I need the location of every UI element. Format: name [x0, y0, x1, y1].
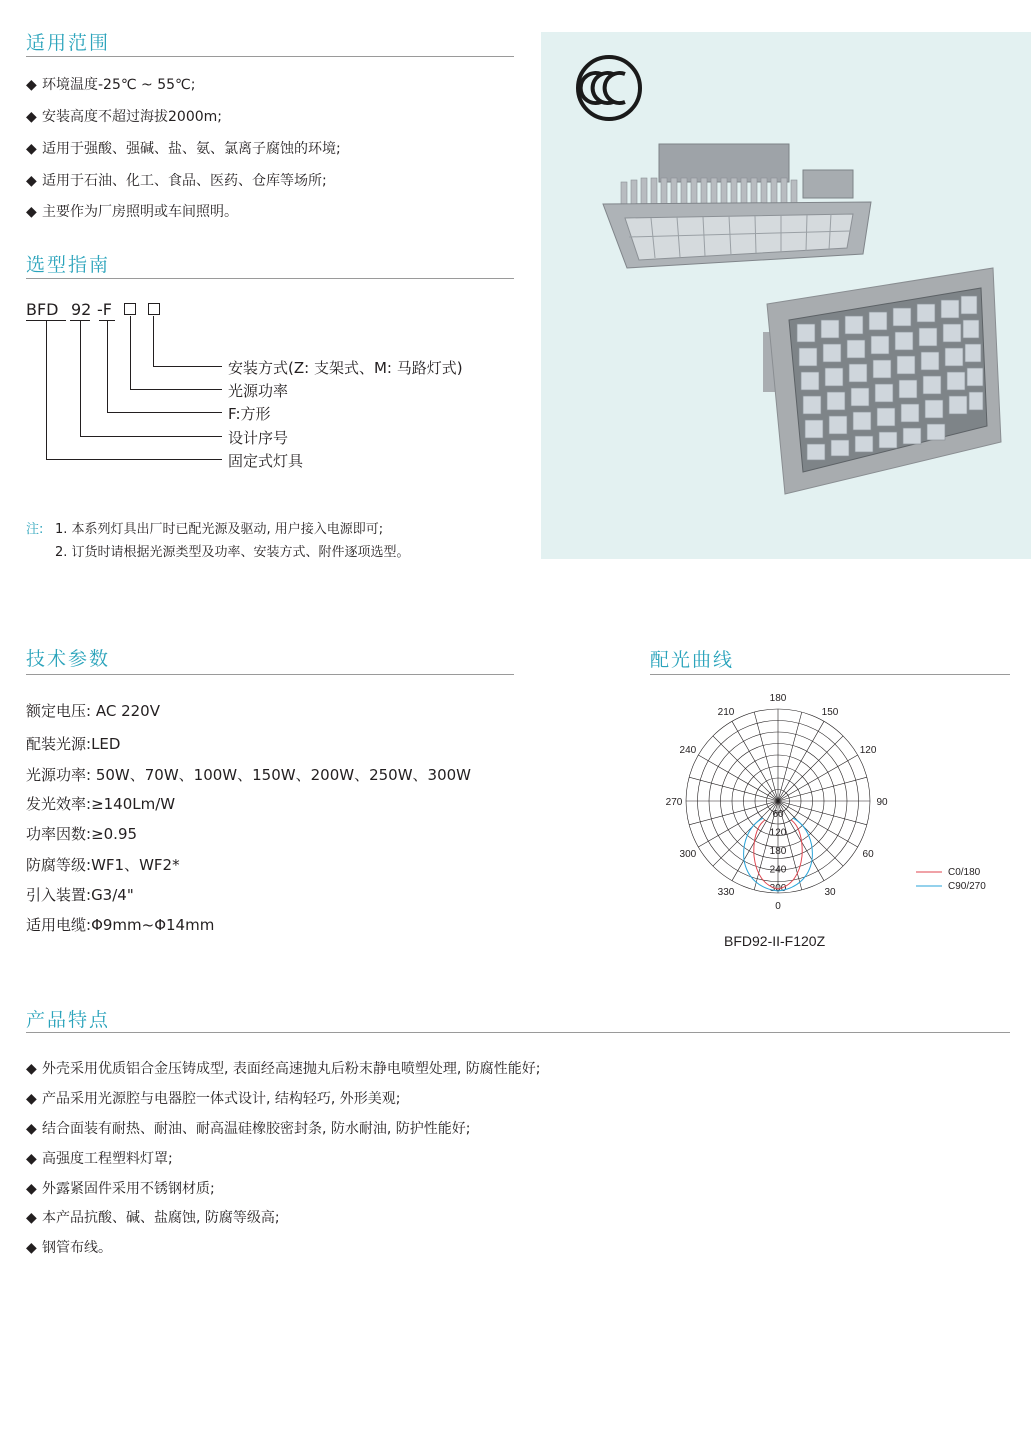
leader-f-h: [107, 412, 222, 413]
legend-c90: C90/270: [948, 881, 986, 892]
features-rule: [26, 1032, 1010, 1033]
polar-angle-label: 210: [717, 706, 735, 718]
leader-serial: [80, 320, 81, 436]
spec-row: 光源功率: 50W、70W、100W、150W、200W、250W、300W: [26, 766, 471, 784]
spec-row: 发光效率:≥140Lm/W: [26, 795, 176, 813]
diamond-bullet-icon: ◆: [26, 1210, 37, 1226]
polar-angle-label: 330: [717, 887, 735, 899]
diamond-bullet-icon: ◆: [26, 141, 37, 157]
list-item: ◆ 结合面装有耐热、耐油、耐高温硅橡胶密封条, 防水耐油, 防护性能好;: [26, 1121, 471, 1137]
scope-title: 适用范围: [26, 32, 111, 54]
spec-row: 引入装置:G3/4": [26, 886, 134, 904]
features-title: 产品特点: [26, 1009, 111, 1031]
list-item: ◆ 环境温度-25℃ ~ 55℃;: [26, 77, 196, 93]
polar-diagram: [660, 690, 1020, 920]
leader-serial-h: [80, 436, 222, 437]
label-power: 光源功率: [228, 382, 289, 400]
polar-spoke: [778, 801, 858, 847]
selection-rule: [26, 278, 514, 279]
diamond-bullet-icon: ◆: [26, 173, 37, 189]
code-prefix: BFD: [26, 300, 59, 319]
list-item: ◆ 外壳采用优质铝合金压铸成型, 表面经高速抛丸后粉末静电喷塑处理, 防腐性能好;: [26, 1061, 541, 1077]
spec-row: 功率因数:≥0.95: [26, 825, 138, 843]
label-serial: 设计序号: [228, 429, 289, 447]
leader-mount: [153, 316, 154, 366]
code-box-mount: [148, 303, 160, 315]
diamond-bullet-icon: ◆: [26, 1240, 37, 1256]
diamond-bullet-icon: ◆: [26, 1121, 37, 1137]
luminaire-upper-icon: [603, 144, 871, 268]
spec-row: 适用电缆:Φ9mm~Φ14mm: [26, 916, 215, 934]
list-item: ◆ 外露紧固件采用不锈钢材质;: [26, 1181, 215, 1197]
polar-radial-label: 300: [769, 883, 787, 894]
selection-title: 选型指南: [26, 254, 111, 276]
label-square: F:方形: [228, 405, 271, 423]
list-item: ◆ 本产品抗酸、碱、盐腐蚀, 防腐等级高;: [26, 1210, 280, 1226]
leader-power: [130, 316, 131, 389]
tech-rule: [26, 674, 514, 675]
list-item: ◆ 适用于石油、化工、食品、医药、仓库等场所;: [26, 173, 327, 189]
label-mount-type: 安装方式(Z: 支架式、M: 马路灯式): [228, 359, 463, 377]
product-photo: [541, 32, 1031, 559]
note-1: 1. 本系列灯具出厂时已配光源及驱动, 用户接入电源即可;: [55, 522, 384, 537]
diamond-bullet-icon: ◆: [26, 1181, 37, 1197]
polar-spoke: [754, 712, 778, 801]
diamond-bullet-icon: ◆: [26, 77, 37, 93]
tech-title: 技术参数: [26, 648, 111, 670]
polar-spoke: [778, 801, 867, 825]
polar-spoke: [778, 712, 802, 801]
polar-spoke: [689, 801, 778, 825]
polar-spoke: [778, 721, 824, 801]
diamond-bullet-icon: ◆: [26, 1061, 37, 1077]
leader-power-h: [130, 389, 222, 390]
list-item: ◆ 钢管布线。: [26, 1240, 112, 1256]
polar-spoke: [732, 721, 778, 801]
leader-fixed: [46, 320, 47, 459]
polar-model-label: BFD92-II-F120Z: [724, 933, 826, 949]
legend-c0: C0/180: [948, 867, 981, 878]
polar-angle-label: 0: [775, 901, 781, 912]
list-item: ◆ 适用于强酸、强碱、盐、氨、氯离子腐蚀的环境;: [26, 141, 341, 157]
polar-angle-label: 300: [679, 849, 697, 860]
polar-angle-label: 270: [665, 797, 683, 808]
code-f: -F: [97, 300, 112, 319]
list-item: ◆ 安装高度不超过海拔2000m;: [26, 109, 222, 125]
code-box-power: [124, 303, 136, 315]
polar-spoke: [778, 755, 858, 801]
scope-rule: [26, 56, 514, 57]
polar-angle-label: 90: [876, 797, 888, 808]
polar-angle-label: 30: [824, 887, 836, 899]
leader-mount-h: [153, 366, 222, 367]
polar-spoke: [778, 777, 867, 801]
spec-row: 额定电压: AC 220V: [26, 702, 160, 720]
list-item: ◆ 高强度工程塑料灯罩;: [26, 1151, 173, 1167]
code-number: 92: [71, 300, 92, 319]
polar-spoke: [713, 801, 778, 866]
polar-angle-label: 180: [769, 693, 787, 704]
diamond-bullet-icon: ◆: [26, 204, 37, 220]
polar-spoke: [778, 801, 843, 866]
leader-f: [107, 320, 108, 412]
diamond-bullet-icon: ◆: [26, 109, 37, 125]
polar-radial-label: 180: [769, 846, 787, 857]
leader-fixed-h: [46, 459, 222, 460]
polar-angle-label: 150: [821, 706, 839, 718]
diamond-bullet-icon: ◆: [26, 1151, 37, 1167]
polar-radial-label: 60: [772, 809, 784, 820]
list-item: ◆ 主要作为厂房照明或车间照明。: [26, 204, 238, 220]
list-item: ◆ 产品采用光源腔与电器腔一体式设计, 结构轻巧, 外形美观;: [26, 1091, 401, 1107]
polar-spoke: [698, 801, 778, 847]
diamond-bullet-icon: ◆: [26, 1091, 37, 1107]
product-photo-panel: [541, 32, 1031, 559]
polar-angle-label: 240: [679, 745, 697, 756]
polar-title: 配光曲线: [650, 649, 735, 671]
polar-angle-label: 60: [862, 849, 874, 860]
luminaire-lower-icon: [763, 268, 1001, 494]
polar-radial-label: 240: [769, 864, 787, 876]
polar-angle-label: 120: [859, 745, 877, 756]
polar-spoke: [713, 736, 778, 801]
polar-radial-label: 120: [769, 827, 787, 839]
spec-row: 配装光源:LED: [26, 735, 121, 753]
note-2: 2. 订货时请根据光源类型及功率、安装方式、附件逐项选型。: [55, 545, 410, 560]
polar-rule: [650, 674, 1010, 675]
polar-spoke: [778, 736, 843, 801]
ccc-certification-icon: [578, 57, 640, 119]
label-fixed: 固定式灯具: [228, 452, 304, 470]
spec-row: 防腐等级:WF1、WF2*: [26, 856, 180, 874]
polar-spoke: [698, 755, 778, 801]
polar-spoke: [689, 777, 778, 801]
note-label: 注:: [26, 522, 44, 537]
